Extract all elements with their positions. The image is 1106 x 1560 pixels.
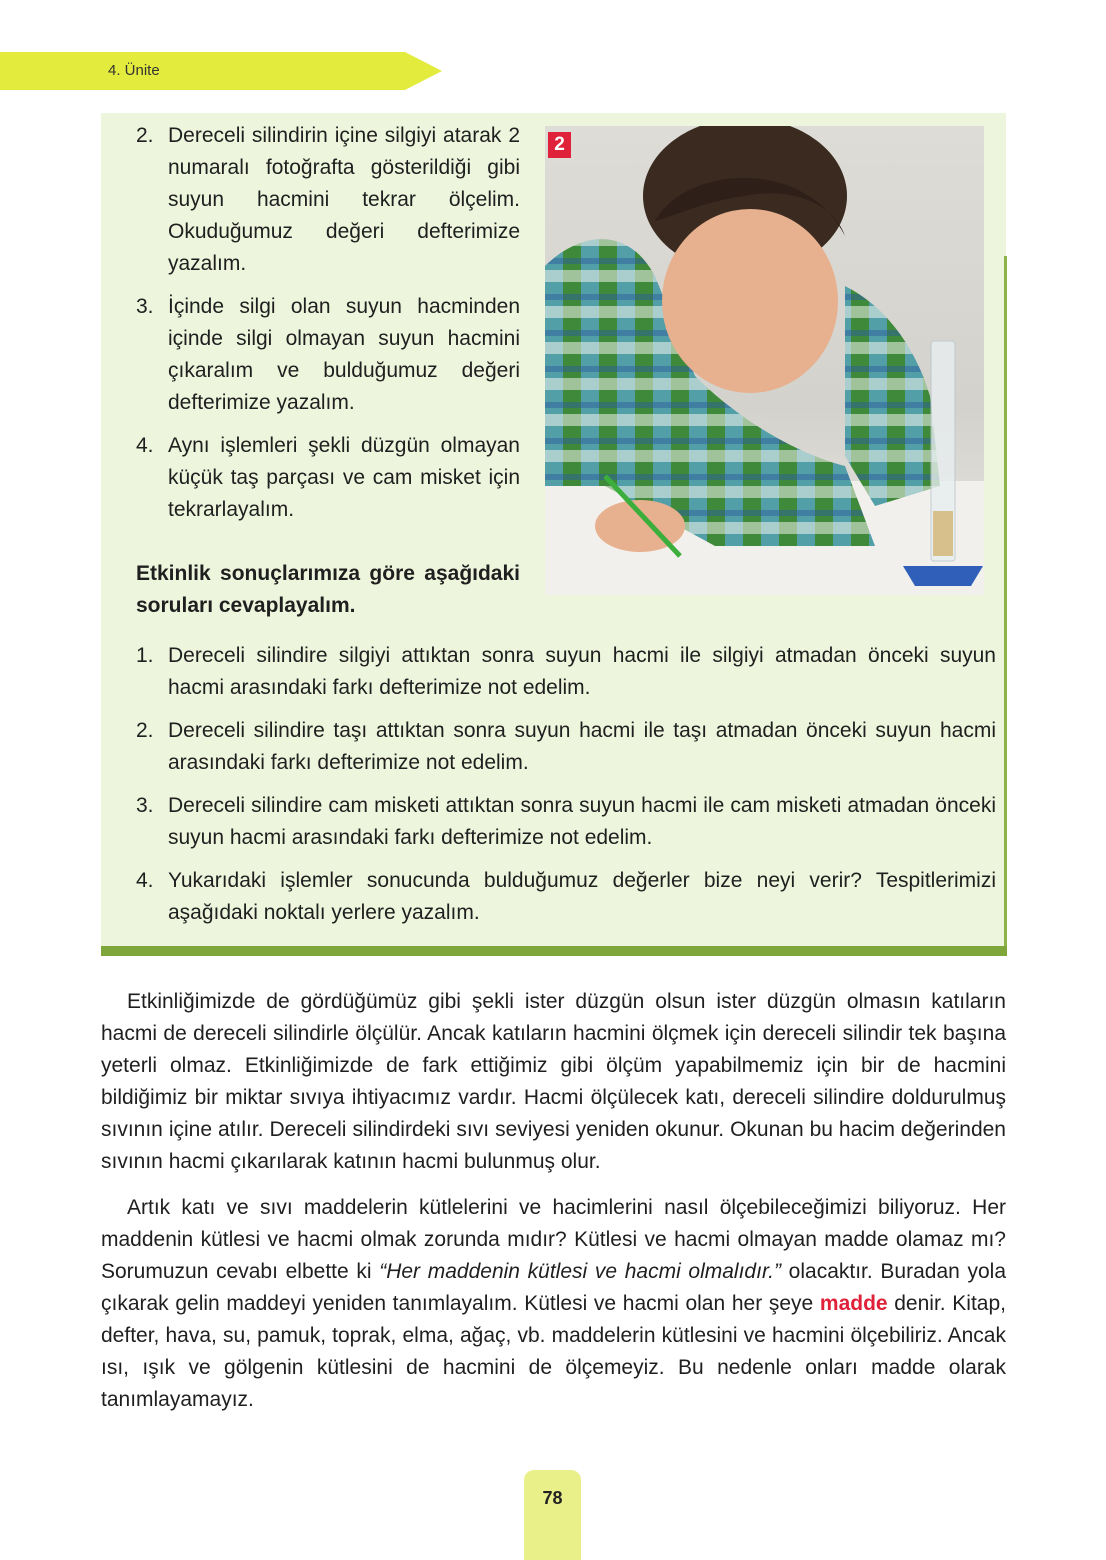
key-term: madde: [819, 1292, 888, 1315]
student-measuring-illustration: [545, 126, 984, 595]
question-item: [136, 715, 996, 779]
question-number: 4.: [136, 869, 154, 892]
step-text: Dereceli silindirin içine silgiyi atarak 2 numaralı fotoğrafta gösterildiği gibi suyun hacmini tekrar ölçelim. Okuduğumuz değeri defterimize yazalım.: [168, 124, 520, 275]
question-heading: Etkinlik sonuçlarımıza göre aşağıdaki soruları cevaplayalım.: [136, 562, 520, 617]
question-text: Yukarıdaki işlemler sonucunda bulduğumuz değerler bize neyi verir? Tespitlerimizi aşağıdaki noktalı yerlere yazalım.: [168, 869, 996, 924]
step-number: 3.: [136, 295, 154, 318]
paragraph-text: Artık katı ve sıvı maddelerin kütlelerini ve hacimlerini nasıl ölçebileceğimizi biliyoruz. Her maddenin kütlesi ve hacmi olmak zorunda mıdır? Kütlesi ve hacmi olmayan madde olamaz mı? Sorumuzun cevabı elbette ki: [101, 1196, 1006, 1283]
definition-quote: “Her maddenin kütlesi ve hacmi olmalıdır.”: [379, 1260, 781, 1283]
question-number: 2.: [136, 719, 154, 742]
question-number: 3.: [136, 794, 154, 817]
question-text: Dereceli silindire cam misketi attıktan sonra suyun hacmi ile cam misketi atmadan önceki suyun hacmi arasındaki farkı defterimize not edelim.: [168, 794, 996, 849]
step-text: İçinde silgi olan suyun hacminden içinde silgi olmayan suyun hacmini çıkaralım ve bulduğumuz değeri defterimize yazalım.: [168, 295, 520, 414]
body-paragraph: Etkinliğimizde de gördüğümüz gibi şekli ister düzgün olsun ister düzgün olmasın katıların hacmi de dereceli silindirle ölçülür. Ancak katıların hacmini ölçmek için dereceli silindir tek başına yeterli olmaz. Etkinliğimizde de fark ettiğimiz gibi ölçüm yapabilmemiz için bir de hacmini bildiğimiz bir miktar sıvıya ihtiyacımız vardır. Hacmi ölçülecek katı, dereceli silindire doldurulmuş sıvının içine atılır. Dereceli silindirdeki sıvı seviyesi yeniden okunur. Okunan bu hacim değerinden sıvının hacmi çıkarılarak katının hacmi bulunmuş olur.: [101, 990, 1006, 1173]
step-item: [136, 120, 520, 280]
unit-tab-arrow: [0, 52, 442, 90]
step-item: [136, 291, 520, 419]
question-item: [136, 790, 996, 854]
page-number: 78: [542, 1488, 563, 1508]
paragraph-text: olacaktır. Buradan yola çıkarak gelin maddeyi yeniden tanımlayalım. Kütlesi ve hacmi olan her şeye: [101, 1260, 1007, 1315]
activity-photo: [545, 126, 984, 595]
question-item: [136, 640, 996, 704]
step-number: 4.: [136, 434, 154, 457]
body-paragraph: [101, 1192, 1006, 1416]
step-number: 2.: [136, 124, 154, 147]
page-number-box: [524, 1470, 581, 1560]
activity-questions: [136, 640, 996, 940]
step-text: Aynı işlemleri şekli düzgün olmayan küçük taş parçası ve cam misket için tekrarlayalım.: [168, 434, 520, 521]
unit-label: 4. Ünite: [108, 62, 160, 79]
activity-bottom-rule: [101, 946, 1007, 956]
photo-number-badge: 2: [548, 132, 571, 158]
body-text: [101, 986, 1006, 1430]
activity-steps: [136, 120, 520, 537]
unit-tab: [0, 52, 442, 90]
step-item: [136, 430, 520, 526]
question-item: [136, 865, 996, 929]
question-number: 1.: [136, 644, 154, 667]
activity-box-edge: [1004, 256, 1007, 948]
question-text: Dereceli silindire silgiyi attıktan sonra suyun hacmi ile silgiyi atmadan önceki suyun hacmi arasındaki farkı defterimize not edelim.: [168, 644, 996, 699]
paragraph-text: denir. Kitap, defter, hava, su, pamuk, toprak, elma, ağaç, vb. maddelerin kütlesini ve hacmini ölçebiliriz. Ancak ısı, ışık ve gölgenin kütlesini de hacmini de ölçemeyiz. Bu nedenle onları madde olarak tanımlayamayız.: [101, 1292, 1006, 1411]
question-text: Dereceli silindire taşı attıktan sonra suyun hacmi ile taşı atmadan önceki suyun hacmi arasındaki farkı defterimize not edelim.: [168, 719, 996, 774]
